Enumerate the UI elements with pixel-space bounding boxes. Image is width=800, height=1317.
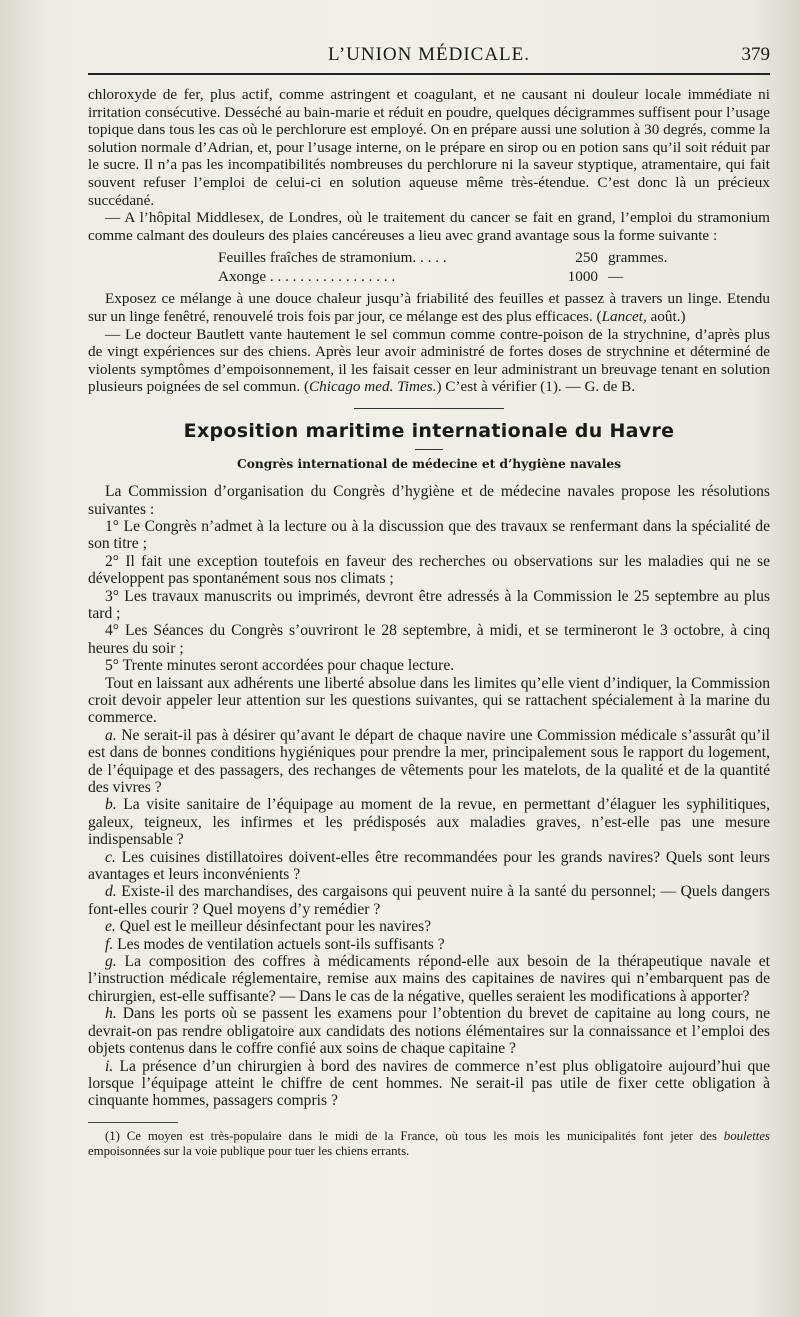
question-text: Existe-il des marchandises, des cargaisons qui peuvent nuire à la santé du personnel; — Quels dangers font-elles courir ? Quel moyens d’y remédier ? [88,883,771,918]
congress-body [88,483,770,1110]
resolution-item: 1° Le Congrès n’admet à la lecture ou à la discussion que des travaux se renfermant dans la spécialité de son titre ; [88,517,770,553]
question-item [88,1058,770,1110]
section-title: Exposition maritime internationale du Havre [183,419,675,442]
recipe-ingredient: Axonge . . . . . . . . . . . . . . . . . [218,268,396,286]
paragraph-stramonium: — A l’hôpital Middlesex, de Londres, où le traitement du cancer se fait en grand, l’emploi du stramonium comme calmant des douleurs des plaies cancéreuses a lieu avec grand avantage sous la forme suivante : [88,209,770,244]
page-number: 379 [741,44,770,65]
resolution-item: 2° Il fait une exception toutefois en faveur des recherches ou observations sur les maladies qui ne se développent pas spontanément sous nos climats ; [88,552,770,588]
question-letter: a. [105,726,117,744]
question-text: Les modes de ventilation actuels sont-ils suffisants ? [117,935,445,953]
question-item [88,1005,770,1057]
section-divider [354,408,504,409]
recipe-unit: — [608,268,624,286]
footnote-italic: boulettes [723,1128,770,1143]
recipe-unit: grammes. [608,249,668,267]
question-letter: b. [105,796,117,814]
title-divider [415,449,443,450]
question-text: La visite sanitaire de l’équipage au moment de la revue, en permettant d’élaguer les syphilitiques, galeux, teigneux, les infirmes et les prédisposés aux maladies graves, n’est-elle pas une mesure indispensable ? [88,796,770,849]
source-chicago: Chicago med. Times. [309,378,437,396]
paragraph-recipe-method [88,290,770,325]
resolution-item: 5° Trente minutes seront accordées pour chaque lecture. [105,657,455,675]
running-head: L’UNION MÉDICALE. [327,44,531,65]
question-text: Ne serait-il pas à désirer qu’avant le départ de chaque navire une Commission médicale s’assurât qu’il est dans de bonnes conditions hygiéniques pour prendre la mer, principalement sous le rapport du logement, de l’équipage et des passagers, des rechanges de vêtements pour les matelots, de la qualité et de la quantité des vivres ? [88,726,770,796]
method-end: août.) [646,307,686,325]
question-item [88,727,770,797]
recipe-quantity: 250 [575,249,598,267]
question-item [88,883,770,918]
question-letter: d. [105,883,117,901]
paragraph-strychnine [88,326,770,396]
question-text: La présence d’un chirurgien à bord des navires de commerce n’est plus obligatoire aujourd’hui que lorsque l’équipage atteint le chiffre de cent hommes. Ne serait-il pas utile de fixer cette obligation à cinquante hommes, passagers compris ? [88,1057,771,1110]
section-subtitle: Congrès international de médecine et d’hygiène navales [237,456,621,471]
recipe-quantity: 1000 [567,268,598,286]
question-item [88,796,770,848]
resolution-item: 4° Les Séances du Congrès s’ouvriront le 28 septembre, à midi, et se termineront le 3 octobre, à cinq heures du soir ; [88,622,770,657]
question-text: Dans les ports où se passent les examens pour l’obtention du brevet de capitaine au long cours, ne devrait-on pas rendre obligatoire aux candidats des notions élémentaires sur la connaissance et l’emploi des objets contenus dans le coffre confié aux soins de chaque capitaine ? [88,1005,770,1058]
question-letter: g. [105,953,117,971]
footnote [88,1129,770,1160]
question-letter: e. [105,918,116,936]
strychnine-end: ) C’est à vérifier (1). — G. de B. [436,378,636,396]
congress-transition: Tout en laissant aux adhérents une liberté absolue dans les limites qu’elle vient d’indiquer, la Commission croit devoir appeler leur attention sur les questions suivantes, qui se rattachent spécialement à la marine du commerce. [88,674,770,727]
question-item [88,918,770,935]
question-text: Les cuisines distillatoires doivent-elles être recommandées pour les grands navires? Quels sont leurs avantages et leurs inconvénients ? [88,848,771,884]
source-lancet: Lancet, [601,307,647,325]
header-rule [88,73,770,75]
question-text: Quel est le meilleur désinfectant pour les navires? [119,918,432,936]
footnote-rule [88,1122,178,1123]
article-body [88,86,770,1160]
congress-intro: La Commission d’organisation du Congrès d’hygiène et de médecine navales propose les résolutions suivantes : [88,483,770,518]
recipe-ingredient: Feuilles fraîches de stramonium. . . . . [218,249,447,267]
question-item [88,936,770,953]
question-letter: h. [105,1005,117,1023]
strychnine-text: — Le docteur Bautlett vante hautement le sel commun comme contre-poison de la strychnine, d’après plus de vingt expériences sur des chiens. Après leur avoir administré de fortes doses de strychnine et déterminé de violents symptômes d’empoisonnement, il les faisait cesser en leur administrant un breuvage tenant en solution plusieurs poignées de sel commun. ( [88,325,770,396]
recipe-row [218,248,718,267]
resolution-item: 3° Les travaux manuscrits ou imprimés, devront être adressés à la Commission le 25 septembre au plus tard ; [88,587,770,622]
page-header [88,44,770,74]
question-letter: i. [105,1057,114,1075]
question-text: La composition des coffres à médicaments répond-elle aux besoin de la thérapeutique navale et l’instruction médicale réglementaire, remise aux mains des capitaines de navires qui n’embarquent pas de chirurgien, est-elle suffisante? — Dans le cas de la négative, quelles seraient les modifications à apporter? [88,953,770,1005]
footnote-text: (1) Ce moyen est très-populaire dans le midi de la France, où tous les mois les municipalités font jeter des [105,1128,724,1143]
method-text: Exposez ce mélange à une douce chaleur jusqu’à friabilité des feuilles et passez à travers un linge. Etendu sur un linge fenêtré, renouvelé trois fois par jour, ce mélange est des plus efficaces. ( [88,290,770,325]
question-item [88,953,770,1005]
footnote-end: empoisonnées sur la voie publique pour tuer les chiens errants. [88,1144,410,1159]
paragraph-perchlorure: chloroxyde de fer, plus actif, comme astringent et coagulant, et ne causant ni douleur locale immédiate ni irritation consécutive. Desséché au bain-marie et réduit en poudre, quelques décigrammes suffisent pour l’usage topique dans tous les cas où le perchlorure est employé. On en prépare aussi une solution à 30 degrés, comme la solution normale d’Adrian, et, pour l’usage interne, on le prépare en sirop ou en potion sans qu’il soit réduit par le sucre. Il n’a pas les incompatibilités nombreuses du perchlorure ni la saveur styptique, atramentaire, qui fait souvent refuser l’emploi de celui-ci en solution aqueuse même très-étendue. C’est donc là un précieux succédané. [88,86,770,209]
recipe-table [218,248,770,286]
recipe-row [218,267,718,286]
question-letter: c. [105,848,116,866]
question-item [88,849,770,884]
question-letter: f. [105,935,114,953]
